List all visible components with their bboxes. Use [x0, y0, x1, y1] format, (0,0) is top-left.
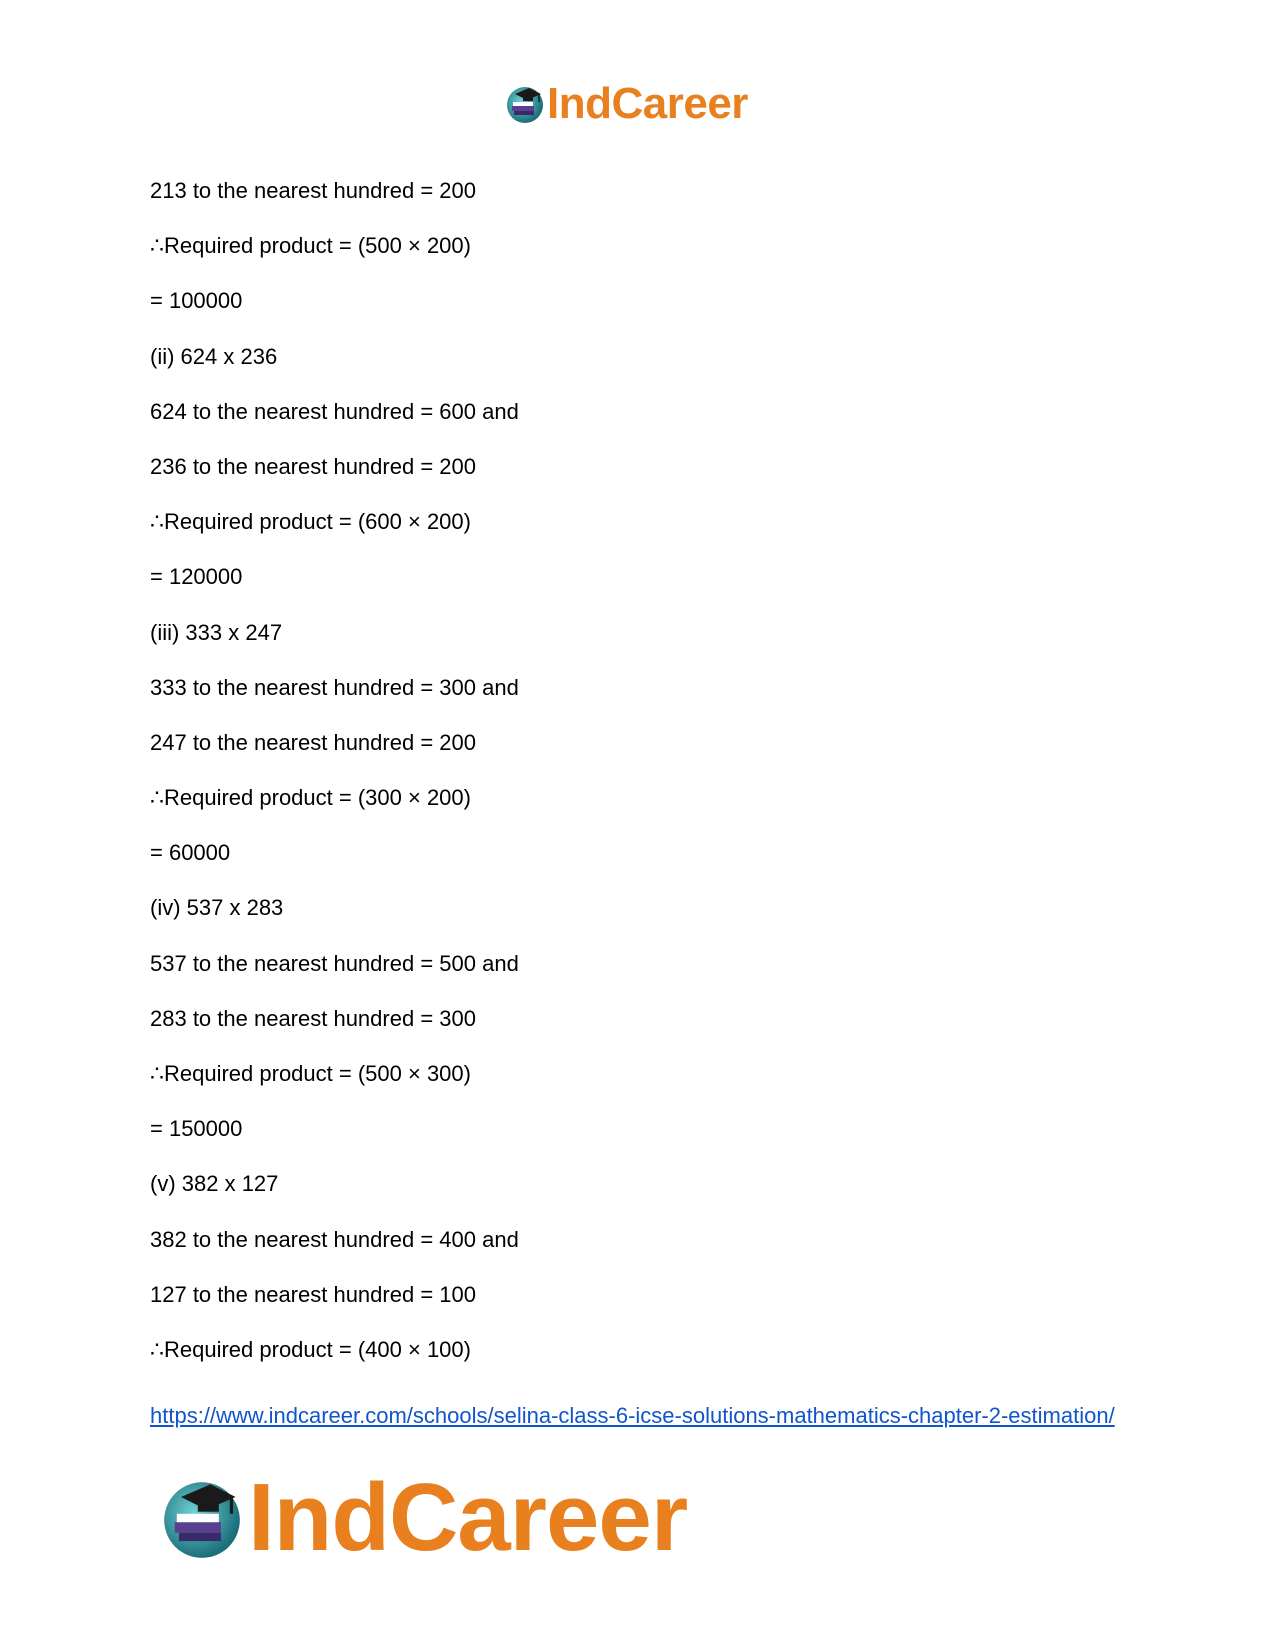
logo-text: IndCareer — [248, 1464, 688, 1571]
text-line: ∴Required product = (600 × 200) — [150, 509, 471, 535]
text-line: = 150000 — [150, 1116, 243, 1142]
text-line: 213 to the nearest hundred = 200 — [150, 178, 476, 203]
graduation-book-globe-icon — [505, 84, 545, 124]
text-line: 537 to the nearest hundred = 500 and — [150, 950, 519, 976]
text-line: 333 to the nearest hundred = 300 and — [150, 674, 519, 700]
text-line: ∴Required product = (500 × 300) — [150, 1061, 471, 1086]
text-line: ∴Required product = (400 × 100) — [150, 1336, 471, 1362]
text-line: (v) 382 x 127 — [150, 1171, 279, 1197]
text-line: (iv) 537 x 283 — [150, 895, 284, 921]
text-line: = 60000 — [150, 840, 231, 866]
text-line: ∴Required product = (300 × 200) — [150, 785, 471, 811]
source-link[interactable]: https://www.indcareer.com/schools/selina-class-6-icse-solutions-mathematics-chapter-2-estimation/ — [150, 1403, 1115, 1428]
text-line: (iii) 333 x 247 — [150, 619, 283, 645]
text-line: 283 to the nearest hundred = 300 — [150, 1005, 476, 1031]
header-logo — [505, 80, 748, 128]
footer-logo — [160, 1464, 688, 1571]
text-line: (ii) 624 x 236 — [150, 343, 278, 369]
text-line: = 100000 — [150, 288, 243, 314]
text-line: 624 to the nearest hundred = 600 and — [150, 398, 519, 424]
solution-text — [150, 178, 1150, 1392]
text-line: 382 to the nearest hundred = 400 and — [150, 1226, 519, 1252]
text-line: ∴Required product = (500 × 200) — [150, 233, 471, 259]
text-line: = 120000 — [150, 564, 243, 590]
text-line: 236 to the nearest hundred = 200 — [150, 453, 476, 479]
logo-text: IndCareer — [547, 79, 748, 128]
text-line: 247 to the nearest hundred = 200 — [150, 729, 476, 755]
text-line: 127 to the nearest hundred = 100 — [150, 1281, 476, 1307]
graduation-book-globe-icon — [160, 1476, 244, 1560]
